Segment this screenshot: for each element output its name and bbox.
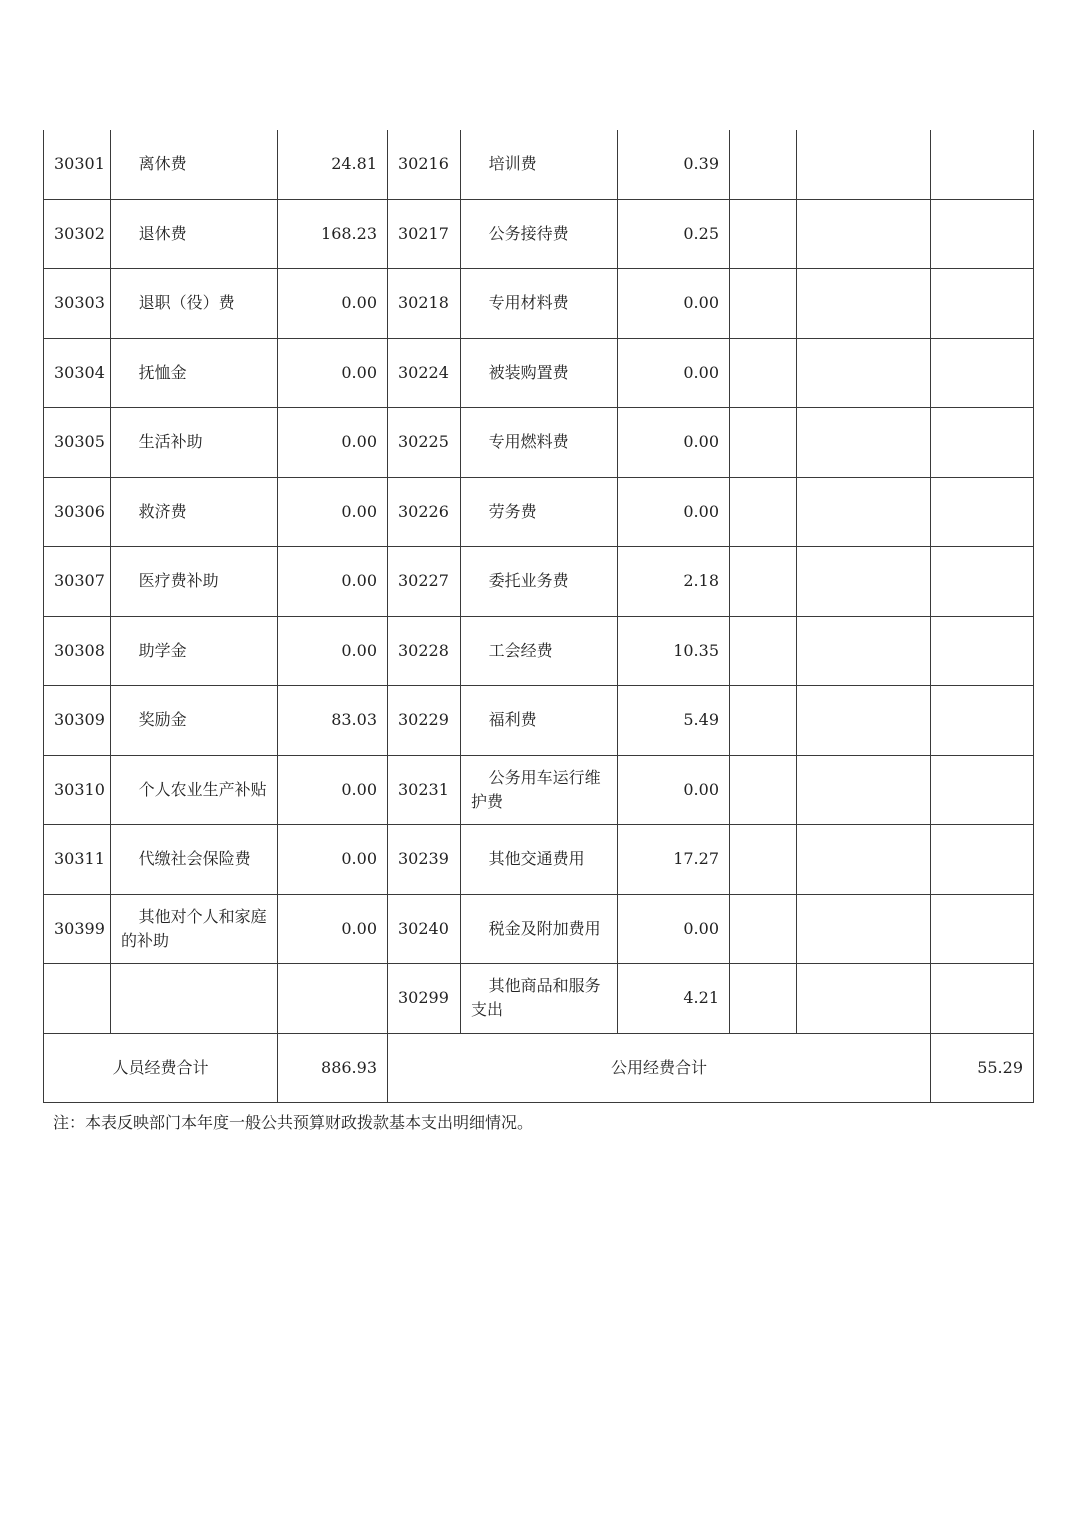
- public-code-cell: 30216: [388, 130, 461, 199]
- public-item-cell: 公务接待费: [461, 199, 618, 269]
- public-amount-cell: 0.00: [618, 477, 730, 547]
- personnel-code-cell: 30307: [44, 547, 111, 617]
- personnel-amount-cell: 0.00: [278, 616, 388, 686]
- empty-cell: [931, 477, 1034, 547]
- personnel-item-cell: 退休费: [111, 199, 278, 269]
- personnel-code-cell: 30305: [44, 408, 111, 478]
- personnel-amount-cell: 0.00: [278, 825, 388, 895]
- empty-cell: [931, 894, 1034, 964]
- public-code-cell: 30218: [388, 269, 461, 339]
- personnel-amount-cell: 0.00: [278, 338, 388, 408]
- personnel-amount-cell: 0.00: [278, 477, 388, 547]
- table-row: [44, 477, 1034, 547]
- empty-cell: [730, 755, 797, 825]
- personnel-amount-cell: 168.23: [278, 199, 388, 269]
- expenditure-detail-table: [43, 130, 1034, 1103]
- personnel-item-cell: 个人农业生产补贴: [111, 755, 278, 825]
- public-code-cell: 30225: [388, 408, 461, 478]
- personnel-item-cell: 代缴社会保险费: [111, 825, 278, 895]
- empty-cell: [797, 964, 931, 1034]
- public-code-cell: 30228: [388, 616, 461, 686]
- table-row: [44, 825, 1034, 895]
- public-item-cell: 公务用车运行维护费: [461, 755, 618, 825]
- personnel-total-value: 886.93: [278, 1033, 388, 1102]
- empty-cell: [797, 755, 931, 825]
- totals-row: [44, 1033, 1034, 1102]
- personnel-item-cell: 退职（役）费: [111, 269, 278, 339]
- public-item-cell: 委托业务费: [461, 547, 618, 617]
- empty-cell: [931, 338, 1034, 408]
- empty-cell: [797, 338, 931, 408]
- empty-cell: [797, 686, 931, 756]
- personnel-item-cell: 医疗费补助: [111, 547, 278, 617]
- empty-cell: [730, 477, 797, 547]
- empty-cell: [931, 755, 1034, 825]
- table-body: [44, 130, 1034, 1102]
- public-item-cell: 工会经费: [461, 616, 618, 686]
- empty-cell: [730, 269, 797, 339]
- table-row: [44, 755, 1034, 825]
- empty-cell: [797, 408, 931, 478]
- public-item-cell: 其他商品和服务支出: [461, 964, 618, 1034]
- public-code-cell: 30229: [388, 686, 461, 756]
- public-item-cell: 劳务费: [461, 477, 618, 547]
- personnel-code-cell: 30311: [44, 825, 111, 895]
- empty-cell: [931, 408, 1034, 478]
- empty-cell: [730, 199, 797, 269]
- empty-cell: [730, 825, 797, 895]
- empty-cell: [797, 547, 931, 617]
- empty-cell: [730, 547, 797, 617]
- table-note: 注：本表反映部门本年度一般公共预算财政拨款基本支出明细情况。: [53, 1113, 534, 1132]
- table-row: [44, 199, 1034, 269]
- public-amount-cell: 0.00: [618, 269, 730, 339]
- public-item-cell: 税金及附加费用: [461, 894, 618, 964]
- personnel-amount-cell: [278, 964, 388, 1034]
- personnel-code-cell: 30310: [44, 755, 111, 825]
- empty-cell: [797, 199, 931, 269]
- public-item-cell: 专用燃料费: [461, 408, 618, 478]
- public-code-cell: 30240: [388, 894, 461, 964]
- empty-cell: [730, 686, 797, 756]
- table-row: [44, 547, 1034, 617]
- empty-cell: [730, 130, 797, 199]
- personnel-item-cell: 助学金: [111, 616, 278, 686]
- personnel-code-cell: [44, 964, 111, 1034]
- personnel-amount-cell: 0.00: [278, 547, 388, 617]
- empty-cell: [730, 894, 797, 964]
- public-item-cell: 福利费: [461, 686, 618, 756]
- empty-cell: [730, 616, 797, 686]
- empty-cell: [797, 477, 931, 547]
- empty-cell: [931, 547, 1034, 617]
- public-amount-cell: 0.25: [618, 199, 730, 269]
- empty-cell: [931, 269, 1034, 339]
- public-code-cell: 30227: [388, 547, 461, 617]
- public-code-cell: 30224: [388, 338, 461, 408]
- public-total-label: 公用经费合计: [388, 1033, 931, 1102]
- personnel-amount-cell: 0.00: [278, 894, 388, 964]
- public-code-cell: 30299: [388, 964, 461, 1034]
- personnel-amount-cell: 83.03: [278, 686, 388, 756]
- empty-cell: [797, 269, 931, 339]
- empty-cell: [797, 894, 931, 964]
- empty-cell: [797, 130, 931, 199]
- public-code-cell: 30226: [388, 477, 461, 547]
- table-row: [44, 269, 1034, 339]
- public-code-cell: 30231: [388, 755, 461, 825]
- public-amount-cell: 0.00: [618, 408, 730, 478]
- personnel-code-cell: 30399: [44, 894, 111, 964]
- personnel-amount-cell: 0.00: [278, 408, 388, 478]
- personnel-code-cell: 30301: [44, 130, 111, 199]
- personnel-amount-cell: 24.81: [278, 130, 388, 199]
- personnel-item-cell: 其他对个人和家庭的补助: [111, 894, 278, 964]
- personnel-item-cell: 抚恤金: [111, 338, 278, 408]
- table-row: [44, 686, 1034, 756]
- public-item-cell: 其他交通费用: [461, 825, 618, 895]
- personnel-item-cell: [111, 964, 278, 1034]
- table-row: [44, 894, 1034, 964]
- personnel-code-cell: 30306: [44, 477, 111, 547]
- personnel-code-cell: 30309: [44, 686, 111, 756]
- table-row: [44, 408, 1034, 478]
- public-amount-cell: 17.27: [618, 825, 730, 895]
- empty-cell: [730, 338, 797, 408]
- public-item-cell: 被装购置费: [461, 338, 618, 408]
- table-row: [44, 338, 1034, 408]
- personnel-code-cell: 30304: [44, 338, 111, 408]
- personnel-item-cell: 生活补助: [111, 408, 278, 478]
- public-amount-cell: 5.49: [618, 686, 730, 756]
- table-row: [44, 964, 1034, 1034]
- public-amount-cell: 0.00: [618, 894, 730, 964]
- public-item-cell: 专用材料费: [461, 269, 618, 339]
- empty-cell: [931, 199, 1034, 269]
- table-row: [44, 130, 1034, 199]
- empty-cell: [797, 616, 931, 686]
- public-amount-cell: 0.00: [618, 338, 730, 408]
- empty-cell: [931, 616, 1034, 686]
- empty-cell: [931, 130, 1034, 199]
- personnel-item-cell: 奖励金: [111, 686, 278, 756]
- personnel-item-cell: 离休费: [111, 130, 278, 199]
- public-amount-cell: 4.21: [618, 964, 730, 1034]
- table-row: [44, 616, 1034, 686]
- personnel-amount-cell: 0.00: [278, 755, 388, 825]
- public-amount-cell: 0.00: [618, 755, 730, 825]
- empty-cell: [797, 825, 931, 895]
- empty-cell: [931, 825, 1034, 895]
- public-code-cell: 30217: [388, 199, 461, 269]
- public-item-cell: 培训费: [461, 130, 618, 199]
- empty-cell: [730, 964, 797, 1034]
- public-amount-cell: 0.39: [618, 130, 730, 199]
- empty-cell: [931, 686, 1034, 756]
- personnel-amount-cell: 0.00: [278, 269, 388, 339]
- public-amount-cell: 2.18: [618, 547, 730, 617]
- personnel-item-cell: 救济费: [111, 477, 278, 547]
- empty-cell: [730, 408, 797, 478]
- personnel-code-cell: 30308: [44, 616, 111, 686]
- personnel-code-cell: 30302: [44, 199, 111, 269]
- personnel-total-label: 人员经费合计: [44, 1033, 278, 1102]
- public-code-cell: 30239: [388, 825, 461, 895]
- empty-cell: [931, 964, 1034, 1034]
- public-total-value: 55.29: [931, 1033, 1034, 1102]
- public-amount-cell: 10.35: [618, 616, 730, 686]
- personnel-code-cell: 30303: [44, 269, 111, 339]
